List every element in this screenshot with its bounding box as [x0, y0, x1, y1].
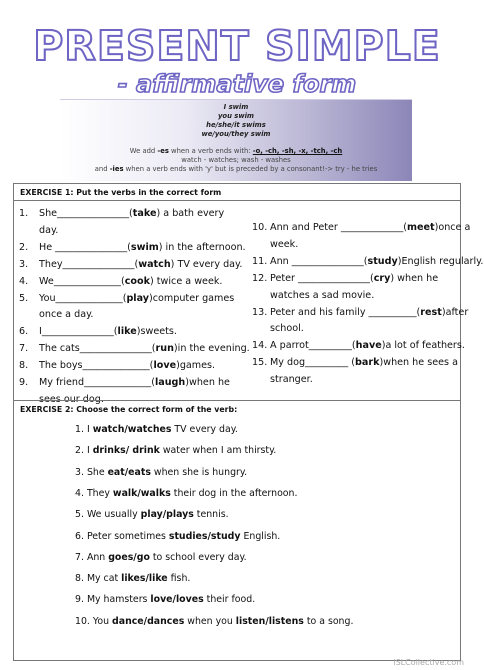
exercise2-item: 8. My cat likes/like fish.: [75, 573, 191, 585]
exercise1-item: Peter and his family __________(rest)after: [270, 306, 469, 318]
exercise2-heading: EXERCISE 2: Choose the correct form of the verb:: [20, 405, 238, 414]
exercise1-number: 1.: [19, 208, 29, 219]
exercise1-number: 14.: [252, 340, 268, 352]
exercise2-item: 3. She eat/eats when she is hungry.: [75, 466, 248, 478]
verb-choice: love/loves: [150, 594, 204, 606]
verb-choice: watch/watches: [92, 424, 172, 435]
verb-choice: listen/listens: [235, 615, 304, 627]
exercise1-item: My friend______________(laugh)when he: [39, 377, 230, 388]
exercise2-number: 7.: [75, 551, 87, 563]
exercise1-item-continued: stranger.: [270, 374, 313, 386]
pronoun-line: he/she/it swims: [206, 121, 266, 129]
exercise1-number: 4.: [19, 275, 29, 287]
pronoun-line: we/you/they swim: [201, 130, 271, 138]
exercise2-item: 7. Ann goes/go to school every day.: [75, 551, 247, 563]
page-subtitle: - affirmative form: [117, 70, 357, 98]
exercise1-number: 12.: [252, 272, 268, 284]
grammar-rule-box: [60, 99, 412, 181]
exercise1-number: 7.: [19, 343, 29, 355]
exercise2-number: 2.: [75, 445, 87, 457]
exercise2-item: 9. My hamsters love/loves their food.: [75, 594, 256, 606]
exercise1-item-continued: week.: [270, 238, 299, 250]
exercise1-item: The boys______________(love)games.: [39, 360, 216, 372]
exercise2-number: 1.: [75, 424, 87, 435]
exercise1-item: Ann and Peter _____________(meet)once a: [270, 222, 471, 233]
exercise1-item: Ann _______________(study)English regularly.: [270, 255, 484, 267]
exercise2-number: 8.: [75, 573, 87, 585]
rule-ies: and -ies when a verb ends with 'y' but is preceded by a consonant!-> try - he tries: [94, 165, 378, 173]
verb-choice: likes/like: [121, 573, 168, 585]
worksheet: [13, 183, 484, 661]
verb-choice: eat/eats: [107, 466, 151, 478]
verb-choice: studies/study: [168, 530, 241, 542]
exercise2-item: 6. Peter sometimes studies/study English.: [75, 530, 281, 542]
exercise1-number: 10.: [252, 222, 268, 233]
exercise1-item: A parrot_________(have)a lot of feathers.: [270, 340, 465, 352]
exercise1-item: I_______________(like)sweets.: [39, 326, 177, 338]
exercise2-number: 5.: [75, 509, 87, 521]
exercise2-number: 6.: [75, 530, 87, 542]
rule-es-example: watch - watches; wash - washes: [181, 156, 291, 164]
verb-choice: dance/dances: [112, 615, 185, 627]
exercise1-item: The cats_______________(run)in the evening.: [39, 343, 250, 355]
pronoun-line: you swim: [217, 112, 255, 120]
exercise2-item: 10. You dance/dances when you listen/listens to a song.: [75, 615, 354, 627]
exercise2-number: 9.: [75, 594, 87, 606]
exercise1-item: She_______________(take) a bath every: [39, 208, 225, 219]
exercise1-item: He _______________(swim) in the afternoon.: [39, 241, 246, 253]
exercise1-item: Peter _______________(cry) when he: [270, 272, 439, 284]
exercise1-item-continued: school.: [270, 323, 304, 335]
exercise2-item: 5. We usually play/plays tennis.: [75, 509, 229, 521]
exercise2-number: 4.: [75, 487, 87, 499]
exercise1-number: 8.: [19, 360, 29, 372]
exercise1-item: You______________(play)computer games: [39, 292, 235, 304]
page-title: PRESENT SIMPLE: [33, 22, 441, 70]
rule-es: We add -es when a verb ends with: -o, -ch, -sh, -x, -tch, -ch: [129, 147, 343, 155]
exercise-divider: [14, 400, 460, 401]
pronoun-line: I swim: [223, 103, 249, 111]
exercise1-item-continued: watches a sad movie.: [270, 289, 375, 301]
exercise1-number: 5.: [19, 292, 29, 304]
exercise1-number: 9.: [19, 377, 29, 388]
exercise1-number: 15.: [252, 357, 268, 369]
exercise1-number: 2.: [19, 241, 29, 253]
verb-choice: drinks/ drink: [92, 445, 160, 457]
exercise1-number: 3.: [19, 258, 29, 270]
exercise1-number: 13.: [252, 306, 268, 318]
exercise2-number: 3.: [75, 466, 87, 478]
exercise2-item: 1. I watch/watches TV every day.: [75, 424, 238, 435]
exercise1-item: My dog_________ (bark)when he sees a: [270, 357, 458, 369]
exercise1-heading: EXERCISE 1: Put the verbs in the correct form: [14, 184, 460, 201]
verb-choice: walk/walks: [112, 487, 171, 499]
exercise1-item-continued: once a day.: [39, 309, 94, 321]
exercise2-number: 10.: [75, 615, 93, 627]
exercise1-number: 6.: [19, 326, 29, 338]
footer-watermark: iSLCollective.com: [393, 658, 464, 667]
exercise2-item: 2. I drinks/ drink water when I am thirsty.: [75, 445, 277, 457]
exercise1-item: They_______________(watch) TV every day.: [39, 258, 243, 270]
exercise1-item-continued: day.: [39, 224, 59, 236]
verb-choice: play/plays: [140, 509, 194, 521]
verb-choice: goes/go: [108, 551, 150, 563]
exercise2-item: 4. They walk/walks their dog in the afternoon.: [75, 487, 298, 499]
exercise1-item: We______________(cook) twice a week.: [39, 275, 223, 287]
exercise1-number: 11.: [252, 255, 268, 267]
